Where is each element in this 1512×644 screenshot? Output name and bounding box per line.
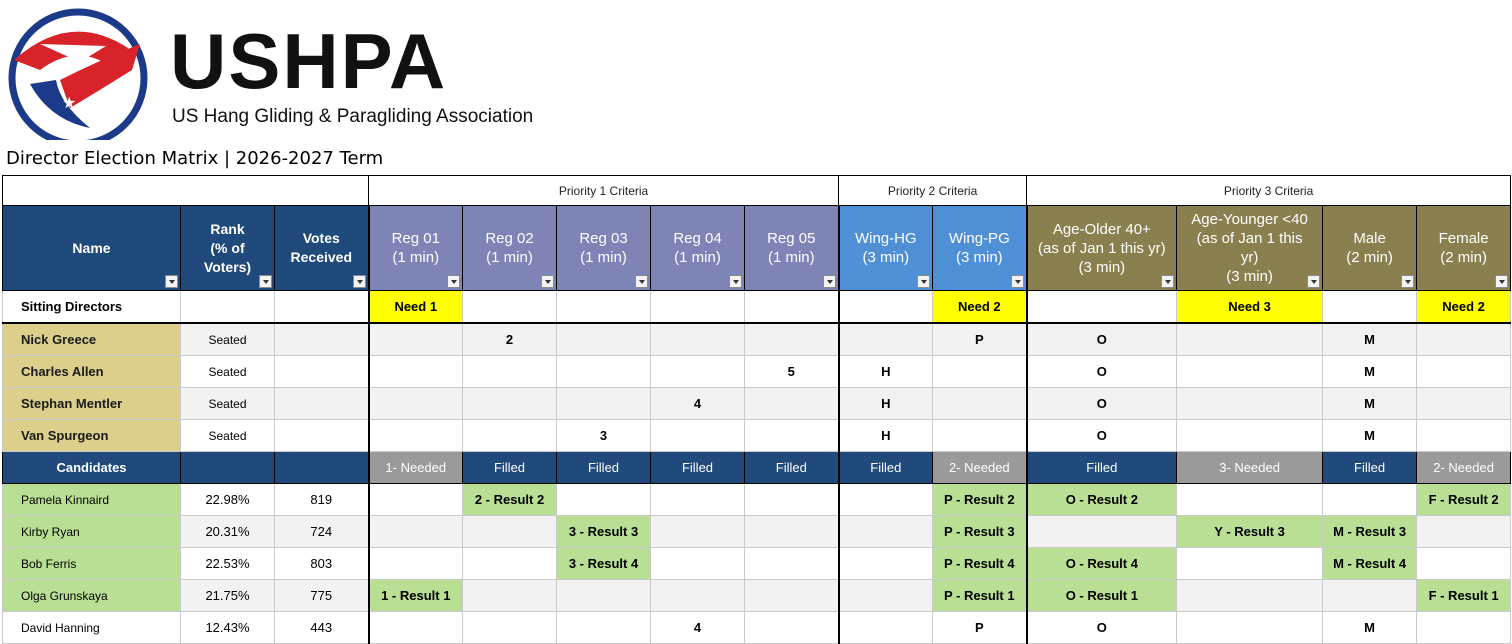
column-header-winghg-line: Wing-HG <box>854 230 917 247</box>
director-cell <box>557 388 651 420</box>
brand-subtitle: US Hang Gliding & Paragliding Association <box>172 106 534 127</box>
candidate-votes: 724 <box>275 516 369 548</box>
candidate-cell <box>839 516 933 548</box>
director-cell: M <box>1323 323 1417 356</box>
director-cell: H <box>839 356 933 388</box>
column-header-younger <box>1177 206 1323 291</box>
column-header-male <box>1323 206 1417 291</box>
candidate-cell: P - Result 2 <box>933 484 1027 516</box>
column-header-reg03-line: Reg 03 <box>579 230 628 247</box>
column-header-reg04 <box>651 206 745 291</box>
candidate-votes: 803 <box>275 548 369 580</box>
director-cell <box>651 356 745 388</box>
column-header-younger-line: Age-Younger <40 <box>1191 211 1308 228</box>
director-cell <box>1177 388 1323 420</box>
column-header-reg01-line: (1 min) <box>392 249 440 266</box>
director-cell: M <box>1323 356 1417 388</box>
candidate-cell <box>1323 580 1417 612</box>
filter-dropdown-icon[interactable] <box>1307 275 1320 288</box>
director-cell <box>369 420 463 452</box>
candidate-cell <box>839 612 933 644</box>
candidates-status-cell: Filled <box>557 452 651 484</box>
candidate-row <box>3 516 1511 548</box>
candidate-cell: P - Result 3 <box>933 516 1027 548</box>
director-cell <box>557 323 651 356</box>
column-header-reg04-line: Reg 04 <box>673 230 722 247</box>
candidate-cell <box>463 548 557 580</box>
column-header-reg05-line: (1 min) <box>767 249 815 266</box>
column-header-reg01-line: Reg 01 <box>391 230 440 247</box>
director-cell <box>933 388 1027 420</box>
sitting-cell <box>463 291 557 324</box>
column-header-female <box>1417 206 1511 291</box>
svg-text:★: ★ <box>94 112 103 123</box>
director-cell <box>1417 356 1511 388</box>
candidate-cell: 2 - Result 2 <box>463 484 557 516</box>
column-header-reg05-line: Reg 05 <box>767 230 816 247</box>
candidate-votes: 819 <box>275 484 369 516</box>
candidate-cell <box>839 548 933 580</box>
column-header-female-line: Female <box>1438 230 1489 247</box>
candidate-cell <box>1177 484 1323 516</box>
candidate-votes: 775 <box>275 580 369 612</box>
candidates-status-cell: 2- Needed <box>1417 452 1511 484</box>
candidate-row <box>3 580 1511 612</box>
candidate-cell <box>1177 612 1323 644</box>
filter-dropdown-icon[interactable] <box>353 275 366 288</box>
candidate-cell <box>651 548 745 580</box>
candidates-status-cell: 2- Needed <box>933 452 1027 484</box>
candidate-cell <box>839 484 933 516</box>
director-cell: H <box>839 420 933 452</box>
director-row <box>3 388 1511 420</box>
column-header-rank-line: (% of <box>210 239 245 256</box>
director-cell: H <box>839 388 933 420</box>
column-header-reg02 <box>463 206 557 291</box>
filter-dropdown-icon[interactable] <box>541 275 554 288</box>
director-cell: O <box>1027 356 1177 388</box>
candidates-status-cell <box>275 452 369 484</box>
director-name: Charles Allen <box>3 356 181 388</box>
director-cell <box>463 356 557 388</box>
column-header-rank <box>181 206 275 291</box>
column-header-wingpg-line: (3 min) <box>955 249 1003 266</box>
priority-3-label: Priority 3 Criteria <box>1027 176 1511 206</box>
sitting-cell: Need 3 <box>1177 291 1323 324</box>
director-row <box>3 420 1511 452</box>
director-rank: Seated <box>181 420 275 452</box>
director-rank: Seated <box>181 356 275 388</box>
page-title: Director Election Matrix | 2026-2027 Term <box>6 148 384 169</box>
candidate-cell <box>463 580 557 612</box>
sitting-cell: Need 2 <box>933 291 1027 324</box>
director-cell: M <box>1323 388 1417 420</box>
column-header-male-line: (2 min) <box>1346 249 1393 266</box>
director-cell <box>369 323 463 356</box>
director-cell <box>839 323 933 356</box>
filter-dropdown-icon[interactable] <box>165 275 178 288</box>
director-cell <box>1177 323 1323 356</box>
sitting-cell <box>1323 291 1417 324</box>
candidate-name: David Hanning <box>3 612 181 644</box>
candidate-name: Pamela Kinnaird <box>3 484 181 516</box>
svg-text:★: ★ <box>80 105 91 119</box>
candidate-cell <box>1417 548 1511 580</box>
director-cell: P <box>933 323 1027 356</box>
director-cell <box>275 420 369 452</box>
filter-dropdown-icon[interactable] <box>1495 275 1508 288</box>
candidate-cell <box>745 548 839 580</box>
candidate-cell: M - Result 4 <box>1323 548 1417 580</box>
director-cell <box>745 323 839 356</box>
column-header-name <box>3 206 181 291</box>
director-cell <box>745 388 839 420</box>
candidate-cell: P - Result 1 <box>933 580 1027 612</box>
column-header-reg03-line: (1 min) <box>580 249 627 266</box>
candidate-row <box>3 612 1511 644</box>
column-header-votes-line: Votes <box>302 230 340 246</box>
candidate-cell <box>1177 548 1323 580</box>
director-cell <box>275 388 369 420</box>
director-cell <box>933 420 1027 452</box>
candidate-cell <box>369 548 463 580</box>
director-cell: 2 <box>463 323 557 356</box>
candidate-cell <box>1417 516 1511 548</box>
column-header-older-line: Age-Older 40+ <box>1052 220 1151 238</box>
candidate-cell <box>369 612 463 644</box>
candidate-name: Olga Grunskaya <box>3 580 181 612</box>
column-header-winghg-line: (3 min) <box>862 249 910 266</box>
column-header-reg03 <box>557 206 651 291</box>
candidate-cell <box>1323 484 1417 516</box>
candidate-cell: F - Result 2 <box>1417 484 1511 516</box>
column-header-wingpg-line: Wing-PG <box>948 230 1010 247</box>
director-cell <box>1417 420 1511 452</box>
column-header-younger-line: (as of Jan 1 this <box>1196 230 1303 247</box>
director-cell <box>275 323 369 356</box>
candidate-cell <box>839 580 933 612</box>
candidate-cell: 4 <box>651 612 745 644</box>
svg-text:★: ★ <box>62 93 77 112</box>
candidates-label: Candidates <box>3 452 181 484</box>
director-cell <box>1177 356 1323 388</box>
director-rank: Seated <box>181 323 275 356</box>
director-name: Van Spurgeon <box>3 420 181 452</box>
candidate-row <box>3 548 1511 580</box>
candidate-cell <box>745 516 839 548</box>
filter-dropdown-icon[interactable] <box>729 275 742 288</box>
director-cell <box>1417 323 1511 356</box>
column-header-winghg <box>839 206 933 291</box>
candidate-row <box>3 484 1511 516</box>
candidate-cell: 1 - Result 1 <box>369 580 463 612</box>
sitting-cell <box>839 291 933 324</box>
brand-name: USHPA <box>170 17 448 105</box>
candidate-rank: 21.75% <box>181 580 275 612</box>
sitting-cell <box>275 291 369 324</box>
candidate-cell: 3 - Result 4 <box>557 548 651 580</box>
candidate-name: Bob Ferris <box>3 548 181 580</box>
filter-dropdown-icon[interactable] <box>447 275 460 288</box>
candidate-cell <box>651 580 745 612</box>
candidate-rank: 22.53% <box>181 548 275 580</box>
candidate-cell: 3 - Result 3 <box>557 516 651 548</box>
director-rank: Seated <box>181 388 275 420</box>
director-cell <box>933 356 1027 388</box>
column-header-older-line: (as of Jan 1 this yr) <box>1038 239 1166 257</box>
director-cell: O <box>1027 420 1177 452</box>
candidates-status-cell: Filled <box>839 452 933 484</box>
director-row <box>3 323 1511 356</box>
filter-dropdown-icon[interactable] <box>1401 275 1414 288</box>
candidates-status-cell: Filled <box>463 452 557 484</box>
director-cell <box>651 323 745 356</box>
sitting-cell: Need 2 <box>1417 291 1511 324</box>
director-cell <box>651 420 745 452</box>
column-header-name-line: Name <box>72 239 111 256</box>
candidate-name: Kirby Ryan <box>3 516 181 548</box>
sitting-cell <box>1027 291 1177 324</box>
director-cell <box>463 420 557 452</box>
sitting-cell <box>557 291 651 324</box>
candidate-rank: 12.43% <box>181 612 275 644</box>
sitting-cell <box>745 291 839 324</box>
column-header-older <box>1027 206 1177 291</box>
candidate-cell: O <box>1027 612 1177 644</box>
candidates-status-cell: 1- Needed <box>369 452 463 484</box>
column-header-female-line: (2 min) <box>1440 249 1487 266</box>
candidate-cell: O - Result 1 <box>1027 580 1177 612</box>
candidate-cell <box>1417 612 1511 644</box>
filter-dropdown-icon[interactable] <box>1161 275 1174 288</box>
candidate-cell <box>745 484 839 516</box>
director-cell <box>745 420 839 452</box>
candidate-cell <box>651 516 745 548</box>
candidates-status-cell <box>181 452 275 484</box>
column-header-reg02-line: (1 min) <box>486 249 533 266</box>
column-header-male-line: Male <box>1353 230 1386 247</box>
priority-1-label: Priority 1 Criteria <box>369 176 839 206</box>
candidate-cell <box>369 484 463 516</box>
candidate-cell: O - Result 2 <box>1027 484 1177 516</box>
column-header-younger-line: yr) <box>1240 249 1259 266</box>
director-cell: 4 <box>651 388 745 420</box>
column-header-reg02-line: Reg 02 <box>485 230 534 247</box>
filter-dropdown-icon[interactable] <box>917 275 930 288</box>
filter-dropdown-icon[interactable] <box>1011 275 1024 288</box>
candidate-cell: P <box>933 612 1027 644</box>
director-cell <box>369 356 463 388</box>
sitting-directors-label: Sitting Directors <box>3 291 181 324</box>
column-header-votes-line: Received <box>290 249 352 265</box>
director-cell <box>1417 388 1511 420</box>
candidate-cell <box>463 516 557 548</box>
column-header-rank-line: Voters) <box>203 258 252 275</box>
election-matrix <box>2 175 1511 644</box>
sitting-cell <box>651 291 745 324</box>
candidates-status-cell: Filled <box>651 452 745 484</box>
candidate-cell <box>651 484 745 516</box>
filter-dropdown-icon[interactable] <box>635 275 648 288</box>
candidate-cell: O - Result 4 <box>1027 548 1177 580</box>
candidate-cell: Y - Result 3 <box>1177 516 1323 548</box>
column-header-older-line: (3 min) <box>1078 258 1126 276</box>
candidate-cell <box>463 612 557 644</box>
director-cell <box>463 388 557 420</box>
candidates-status-cell: Filled <box>1027 452 1177 484</box>
candidate-cell: M - Result 3 <box>1323 516 1417 548</box>
candidate-cell: P - Result 4 <box>933 548 1027 580</box>
column-header-reg05 <box>745 206 839 291</box>
priority-2-label: Priority 2 Criteria <box>839 176 1027 206</box>
director-cell: 5 <box>745 356 839 388</box>
candidates-status-cell: Filled <box>745 452 839 484</box>
candidate-cell <box>1027 516 1177 548</box>
filter-dropdown-icon[interactable] <box>823 275 836 288</box>
candidates-status-cell: Filled <box>1323 452 1417 484</box>
sitting-cell <box>181 291 275 324</box>
director-cell: 3 <box>557 420 651 452</box>
sitting-cell: Need 1 <box>369 291 463 324</box>
candidate-cell <box>745 580 839 612</box>
director-cell <box>557 356 651 388</box>
candidates-status-cell: 3- Needed <box>1177 452 1323 484</box>
candidate-cell: M <box>1323 612 1417 644</box>
director-row <box>3 356 1511 388</box>
director-cell <box>275 356 369 388</box>
director-name: Stephan Mentler <box>3 388 181 420</box>
candidate-votes: 443 <box>275 612 369 644</box>
candidate-cell: F - Result 1 <box>1417 580 1511 612</box>
candidate-cell <box>557 484 651 516</box>
director-cell: M <box>1323 420 1417 452</box>
filter-dropdown-icon[interactable] <box>259 275 272 288</box>
candidate-cell <box>557 612 651 644</box>
column-header-younger-line: (3 min) <box>1226 268 1273 285</box>
director-cell <box>369 388 463 420</box>
candidate-rank: 22.98% <box>181 484 275 516</box>
candidate-cell <box>1177 580 1323 612</box>
candidate-cell <box>369 516 463 548</box>
column-header-reg04-line: (1 min) <box>674 249 721 266</box>
priority-blank <box>3 176 369 206</box>
director-cell: O <box>1027 323 1177 356</box>
director-name: Nick Greece <box>3 323 181 356</box>
column-header-reg01 <box>369 206 463 291</box>
column-header-wingpg <box>933 206 1027 291</box>
director-cell: O <box>1027 388 1177 420</box>
candidate-rank: 20.31% <box>181 516 275 548</box>
column-header-rank-line: Rank <box>210 220 245 237</box>
column-header-votes <box>275 206 369 291</box>
director-cell <box>1177 420 1323 452</box>
candidate-cell <box>557 580 651 612</box>
candidate-cell <box>745 612 839 644</box>
